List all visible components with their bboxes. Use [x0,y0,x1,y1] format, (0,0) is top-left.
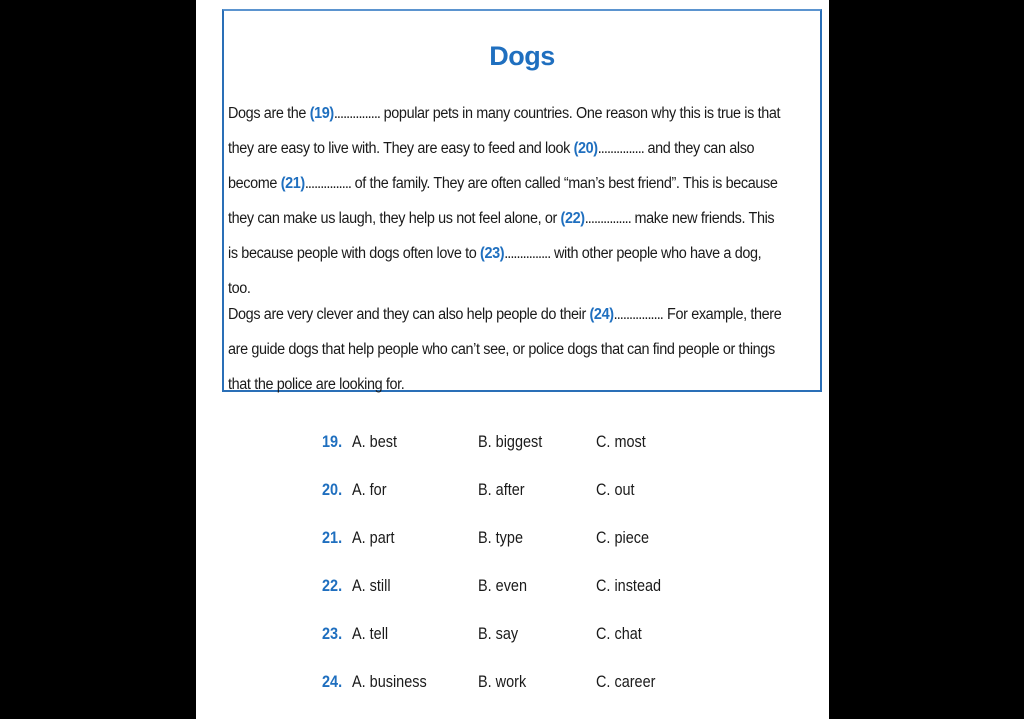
option-question-number: 23. [322,624,343,643]
paragraph-2 [228,297,784,402]
passage-text: make new friends. This is because people with dogs often love to [228,210,775,262]
question-number: (19) [309,105,334,122]
question-number: (20) [573,140,598,157]
passage-text: with other people who have a dog, too. [228,245,762,297]
passage-text: popular pets in many countries. One reason why this is true is that they are easy to live with. They are easy to feed and look [228,105,781,157]
option-c: C. out [596,480,635,499]
passage-text: and they can also become [228,140,755,192]
option-b: B. work [478,672,527,691]
passage-text: Dogs are very clever and they can also help people do their [228,306,590,323]
option-b: B. even [478,576,528,595]
answer-blank: ............... [333,105,380,122]
passage-text: . For example, there are guide dogs that help people who can’t see, or police dogs that can find people or things that the police are looking for. [228,306,782,393]
question-number: (24) [589,306,614,323]
option-question-number: 21. [322,528,343,547]
option-row [196,432,829,462]
option-a: A. tell [352,624,389,643]
answer-blank: ............... [597,140,644,157]
option-question-number: 24. [322,672,343,691]
passage-text: of the family. They are often called “man’s best friend”. This is because they can make us laugh, they help us not feel alone, or [228,175,778,227]
option-b: B. say [478,624,519,643]
option-c: C. piece [596,528,650,547]
question-number: (22) [560,210,585,227]
answer-blank: ............... [584,210,631,227]
option-b: B. after [478,480,525,499]
option-question-number: 19. [322,432,343,451]
option-a: A. part [352,528,395,547]
passage-text: Dogs are the [228,105,310,122]
passage-box [222,9,822,392]
option-row [196,672,829,702]
option-c: C. chat [596,624,642,643]
worksheet-page [196,0,829,719]
paragraph-1 [228,96,784,306]
option-a: A. for [352,480,387,499]
option-a: A. business [352,672,427,691]
option-c: C. instead [596,576,662,595]
answer-blank: ............... [304,175,351,192]
option-c: C. career [596,672,656,691]
question-number: (21) [280,175,305,192]
option-question-number: 20. [322,480,343,499]
option-row [196,576,829,606]
passage-title: Dogs [489,41,555,71]
option-a: A. still [352,576,391,595]
option-a: A. best [352,432,397,451]
answer-blank: ............... [613,306,660,323]
question-number: (23) [480,245,505,262]
option-b: B. biggest [478,432,543,451]
option-c: C. most [596,432,646,451]
answer-blank: ............... [504,245,551,262]
option-row [196,528,829,558]
option-b: B. type [478,528,523,547]
option-row [196,480,829,510]
option-row [196,624,829,654]
option-question-number: 22. [322,576,343,595]
